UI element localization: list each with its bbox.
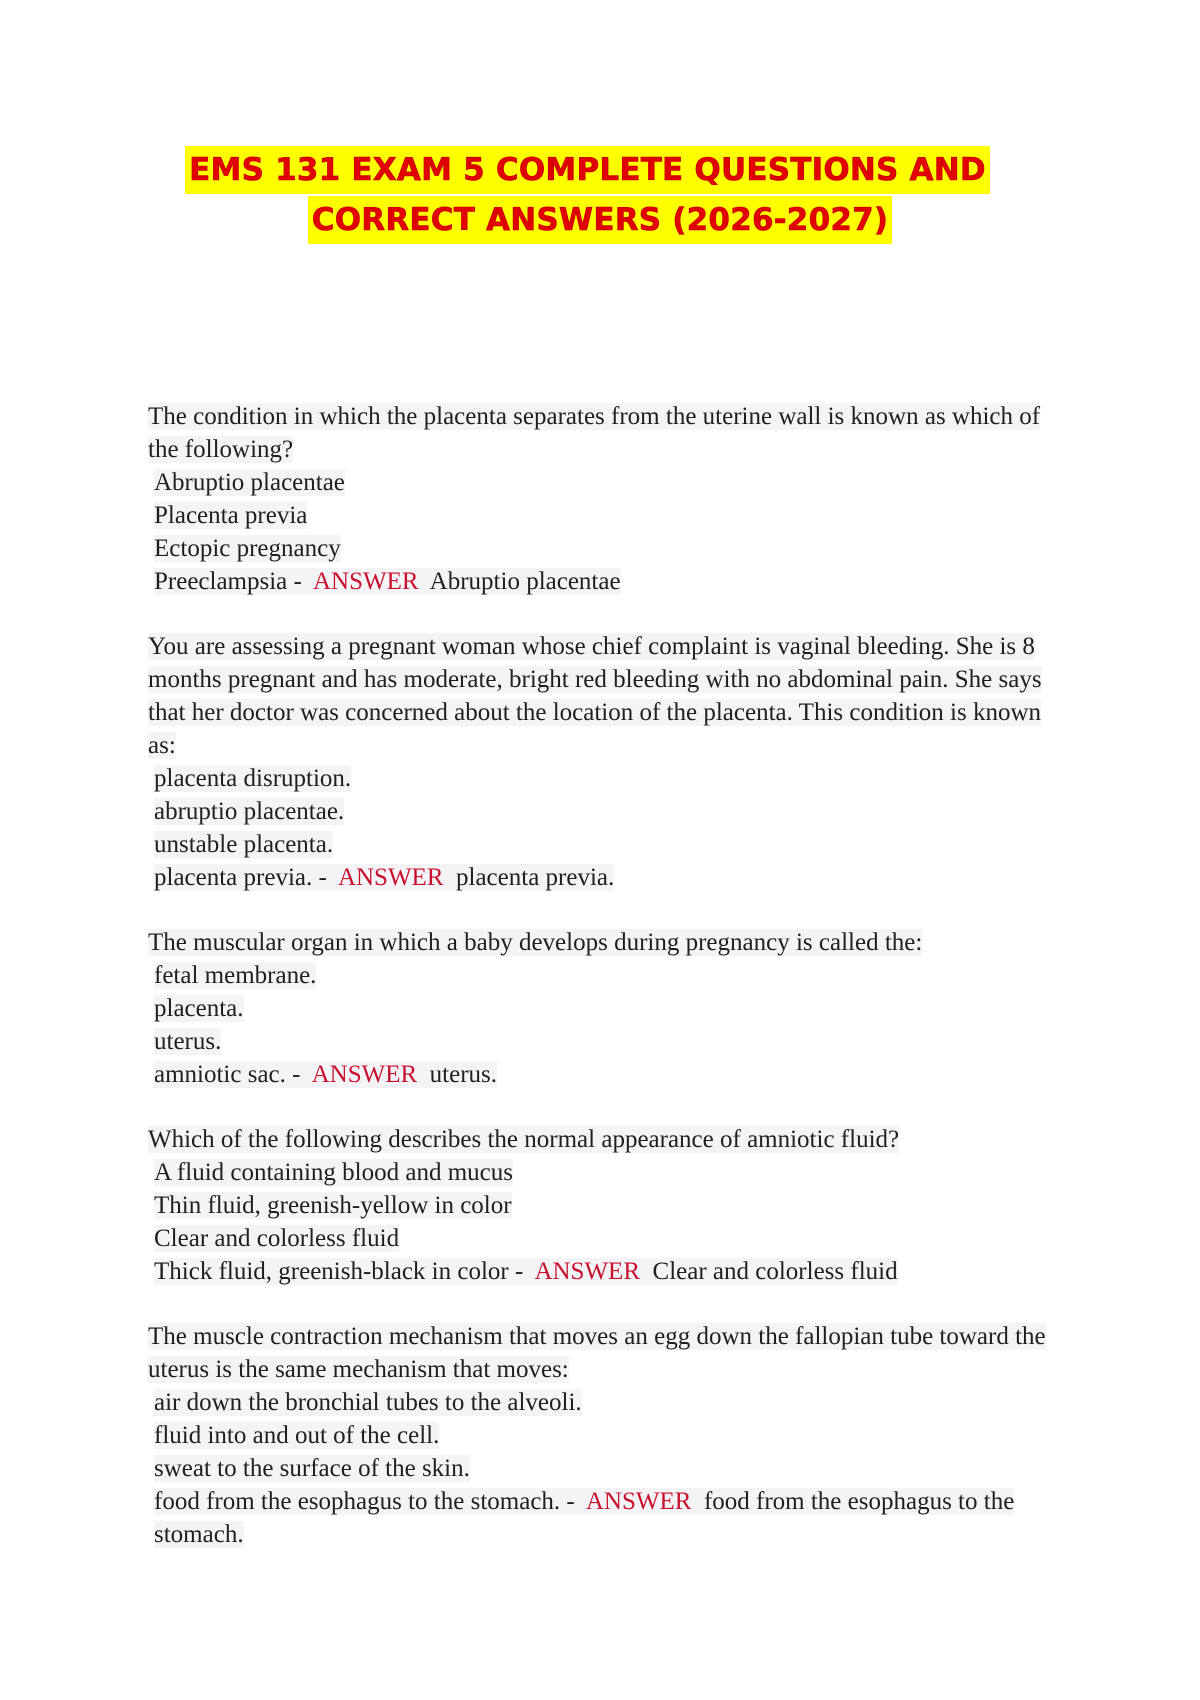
correct-answer: Abruptio placentae	[429, 568, 621, 595]
question-item	[148, 630, 1068, 894]
correct-answer: placenta previa.	[456, 864, 615, 891]
question-list	[148, 400, 1068, 1583]
answer-option: uterus.	[154, 1028, 222, 1055]
answer-option: sweat to the surface of the skin.	[154, 1455, 470, 1482]
answer-option: Thin fluid, greenish-yellow in color	[154, 1192, 512, 1219]
question-text: You are assessing a pregnant woman whose chief complaint is vaginal bleeding. She is 8 months pregnant and has moderate, bright red bleeding with no abdominal pain. She says that her doctor was concerned about the location of the placenta. This condition is known as:	[148, 633, 1042, 759]
answer-option-last: Preeclampsia - ANSWER Abruptio placentae	[154, 568, 621, 595]
answer-option: abruptio placentae.	[154, 798, 345, 825]
answer-label: ANSWER	[585, 1488, 692, 1515]
question-text: The muscle contraction mechanism that moves an egg down the fallopian tube toward the uterus is the same mechanism that moves:	[148, 1323, 1046, 1383]
correct-answer: food from the esophagus to the stomach.	[154, 1488, 1015, 1548]
title-line-1: EMS 131 EXAM 5 COMPLETE QUESTIONS AND	[185, 146, 990, 194]
answer-option-last: amniotic sac. - ANSWER uterus.	[154, 1061, 498, 1088]
answer-label: ANSWER	[311, 1061, 418, 1088]
question-text: The condition in which the placenta separates from the uterine wall is known as which of the following?	[148, 403, 1041, 463]
answer-option: fluid into and out of the cell.	[154, 1422, 440, 1449]
answer-option-last: food from the esophagus to the stomach. - ANSWER food from the esophagus to the stomach.	[154, 1488, 1015, 1548]
answer-option-last: placenta previa. - ANSWER placenta previa.	[154, 864, 615, 891]
answer-option: unstable placenta.	[154, 831, 334, 858]
answer-label: ANSWER	[337, 864, 444, 891]
answer-option: Placenta previa	[154, 502, 308, 529]
question-item	[148, 926, 1068, 1091]
question-item	[148, 400, 1068, 598]
answer-option: air down the bronchial tubes to the alveoli.	[154, 1389, 582, 1416]
question-item	[148, 1320, 1068, 1551]
answer-option: Ectopic pregnancy	[154, 535, 341, 562]
answer-option: fetal membrane.	[154, 962, 317, 989]
title-line-2: CORRECT ANSWERS (2026-2027)	[308, 196, 893, 244]
question-item	[148, 1123, 1068, 1288]
document-title	[0, 146, 1200, 246]
answer-option-last: Thick fluid, greenish-black in color - ANSWER Clear and colorless fluid	[154, 1258, 898, 1285]
answer-option: A fluid containing blood and mucus	[154, 1159, 513, 1186]
answer-option: placenta disruption.	[154, 765, 352, 792]
answer-label: ANSWER	[312, 568, 419, 595]
answer-option: Abruptio placentae	[154, 469, 345, 496]
correct-answer: uterus.	[429, 1061, 498, 1088]
question-text: Which of the following describes the normal appearance of amniotic fluid?	[148, 1126, 900, 1153]
answer-label: ANSWER	[534, 1258, 641, 1285]
correct-answer: Clear and colorless fluid	[652, 1258, 898, 1285]
question-text: The muscular organ in which a baby develops during pregnancy is called the:	[148, 929, 923, 956]
answer-option: Clear and colorless fluid	[154, 1225, 400, 1252]
answer-option: placenta.	[154, 995, 244, 1022]
